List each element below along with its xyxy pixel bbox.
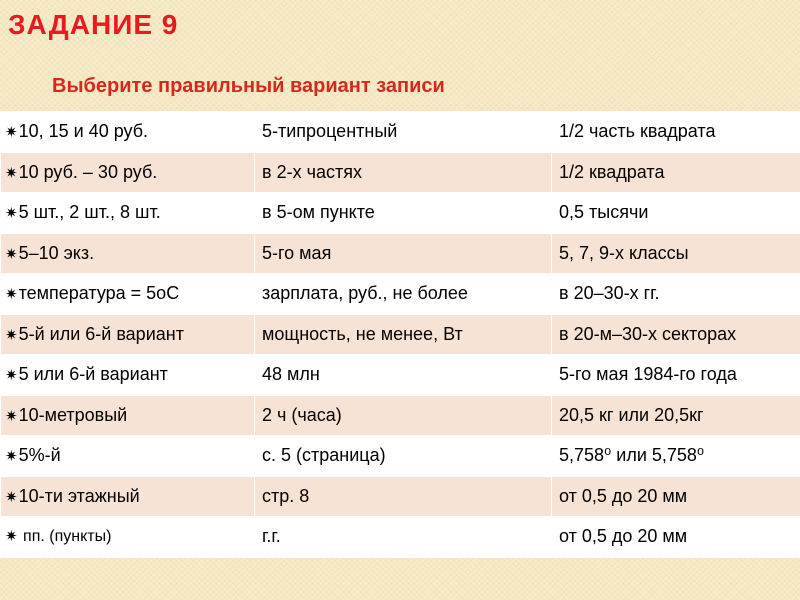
table-cell: от 0,5 до 20 мм [552, 517, 800, 558]
table-cell: ✷5–10 экз. [1, 233, 255, 274]
slide-subtitle: Выберите правильный вариант записи [52, 75, 445, 97]
table-cell: 1/2 часть квадрата [552, 112, 800, 153]
table-cell: 48 млн [255, 355, 552, 396]
table-cell: стр. 8 [255, 476, 552, 517]
table-cell: в 5-ом пункте [255, 193, 552, 234]
table-cell: в 20-м–30-х секторах [552, 314, 800, 355]
table-cell: ✷температура = 5оС [1, 274, 255, 315]
table-cell: в 2-х частях [255, 152, 552, 193]
table-cell: ✷10, 15 и 40 руб. [1, 112, 255, 153]
table-cell: 0,5 тысячи [552, 193, 800, 234]
eight-pointed-star-icon: ✷ [5, 205, 18, 223]
table-cell: ✷10 руб. – 30 руб. [1, 152, 255, 193]
table-cell: ✷ пп. (пункты) [1, 517, 255, 558]
table-cell: 2 ч (часа) [255, 395, 552, 436]
slide-title: ЗАДАНИЕ 9 [8, 9, 179, 40]
table-cell: 5-типроцентный [255, 112, 552, 153]
table-cell: 5, 7, 9-х классы [552, 233, 800, 274]
table-row [1, 355, 800, 396]
table-cell: ✷5%-й [1, 436, 255, 477]
table-cell: ✷5 шт., 2 шт., 8 шт. [1, 193, 255, 234]
eight-pointed-star-icon: ✷ [5, 164, 18, 182]
eight-pointed-star-icon: ✷ [5, 448, 18, 466]
table-cell: в 20–30-х гг. [552, 274, 800, 315]
table-cell: 5,758⁰ или 5,758⁰ [552, 436, 800, 477]
table-cell: г.г. [255, 517, 552, 558]
table-row [1, 193, 800, 234]
table-cell: ✷10-ти этажный [1, 476, 255, 517]
eight-pointed-star-icon: ✷ [5, 407, 18, 425]
table-cell: 20,5 кг или 20,5кг [552, 395, 800, 436]
table-row [1, 233, 800, 274]
table-cell: от 0,5 до 20 мм [552, 476, 800, 517]
table-cell: с. 5 (страница) [255, 436, 552, 477]
eight-pointed-star-icon: ✷ [5, 528, 18, 546]
answer-options-table-container [0, 111, 800, 558]
table-cell: 5-го мая [255, 233, 552, 274]
table-cell: ✷10-метровый [1, 395, 255, 436]
table-row [1, 436, 800, 477]
table-row [1, 274, 800, 315]
table-row [1, 314, 800, 355]
table-cell: мощность, не менее, Вт [255, 314, 552, 355]
table-row [1, 395, 800, 436]
eight-pointed-star-icon: ✷ [5, 286, 18, 304]
table-row [1, 112, 800, 153]
eight-pointed-star-icon: ✷ [5, 367, 18, 385]
table-cell: зарплата, руб., не более [255, 274, 552, 315]
table-cell: 5-го мая 1984-го года [552, 355, 800, 396]
table-cell: ✷5 или 6-й вариант [1, 355, 255, 396]
table-row [1, 152, 800, 193]
eight-pointed-star-icon: ✷ [5, 326, 18, 344]
table-cell: 1/2 квадрата [552, 152, 800, 193]
table-cell: ✷5-й или 6-й вариант [1, 314, 255, 355]
table-row [1, 517, 800, 558]
eight-pointed-star-icon: ✷ [5, 124, 18, 142]
answer-options-table [0, 111, 800, 558]
eight-pointed-star-icon: ✷ [5, 245, 18, 263]
table-row [1, 476, 800, 517]
eight-pointed-star-icon: ✷ [5, 488, 18, 506]
